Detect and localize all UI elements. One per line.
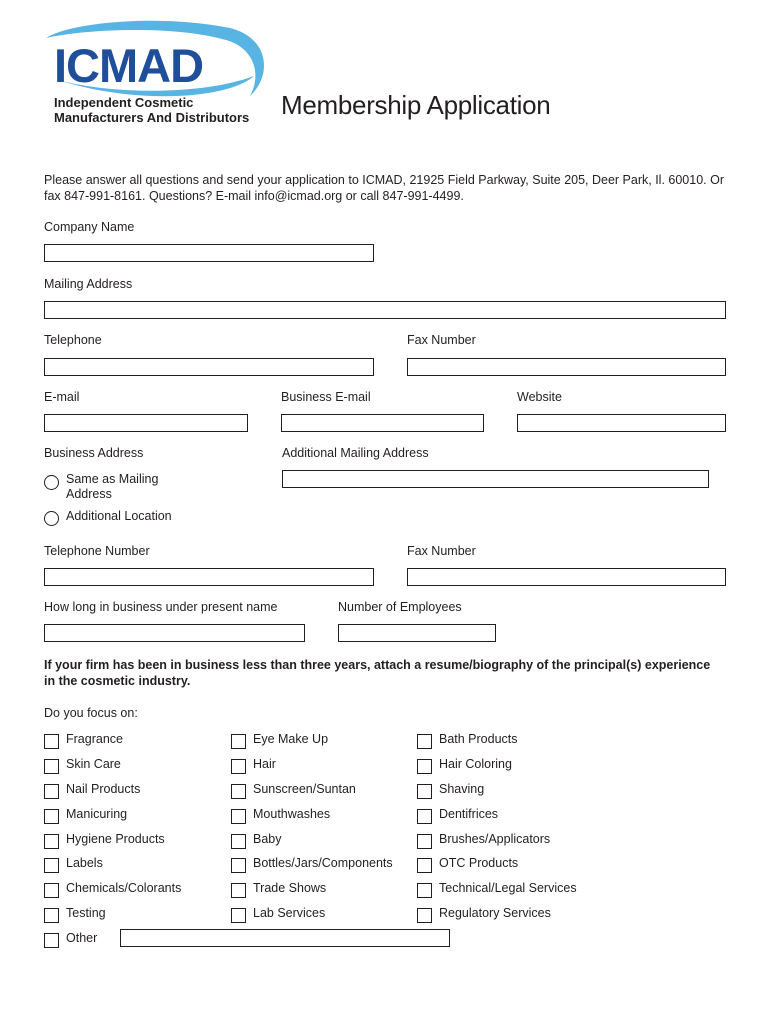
focus-checkbox[interactable] [417,834,432,849]
mailing-address-field[interactable] [44,301,726,319]
how-long-label: How long in business under present name [44,600,278,614]
focus-option-label: Sunscreen/Suntan [253,782,356,796]
focus-option-label: Brushes/Applicators [439,832,551,846]
fax-number-field[interactable] [407,358,726,376]
telephone-label: Telephone [44,333,102,347]
focus-checkbox[interactable] [231,834,246,849]
focus-option-label: Baby [253,832,282,846]
email-field[interactable] [44,414,248,432]
num-employees-label: Number of Employees [338,600,462,614]
focus-checkbox[interactable] [44,834,59,849]
focus-option-label: Bath Products [439,732,518,746]
focus-option-label: Technical/Legal Services [439,881,577,895]
telephone-number-field[interactable] [44,568,374,586]
focus-option-label: Manicuring [66,807,128,821]
focus-option-label: Labels [66,856,103,870]
focus-checkbox[interactable] [44,858,59,873]
focus-option-label: Lab Services [253,906,326,920]
icmad-logo [40,16,272,130]
focus-option-label: Regulatory Services [439,906,551,920]
focus-option-label: OTC Products [439,856,519,870]
focus-option-label: Eye Make Up [253,732,329,746]
focus-option-label: Fragrance [66,732,123,746]
same-as-mailing-radio[interactable] [44,475,59,490]
fax-number-label: Fax Number [407,333,476,347]
focus-option-label: Bottles/Jars/Components [253,856,393,870]
additional-mailing-address-label: Additional Mailing Address [282,446,429,460]
focus-option-label: Mouthwashes [253,807,331,821]
focus-checkbox[interactable] [44,809,59,824]
focus-option-label: Hair Coloring [439,757,512,771]
same-as-mailing-label-2: Address [66,487,112,501]
focus-checkbox[interactable] [231,883,246,898]
focus-checkbox[interactable] [231,858,246,873]
focus-option-label: Shaving [439,782,485,796]
fax-number-2-label: Fax Number [407,544,476,558]
focus-checkbox[interactable] [417,734,432,749]
additional-location-radio[interactable] [44,511,59,526]
logo-subtitle-line1: Independent Cosmetic [54,95,194,110]
same-as-mailing-label-1: Same as Mailing [66,472,159,486]
num-employees-field[interactable] [338,624,496,642]
focus-checkbox[interactable] [44,883,59,898]
focus-checkbox[interactable] [231,759,246,774]
business-email-label: Business E-mail [281,390,371,404]
page-title: Membership Application [281,90,551,120]
focus-checkbox[interactable] [417,883,432,898]
focus-checkbox[interactable] [417,809,432,824]
focus-option-label: Skin Care [66,757,121,771]
additional-mailing-address-field[interactable] [282,470,709,488]
mailing-address-label: Mailing Address [44,277,133,291]
focus-checkbox[interactable] [417,784,432,799]
business-address-label: Business Address [44,446,144,460]
focus-checkbox[interactable] [231,809,246,824]
focus-checkbox[interactable] [44,933,59,948]
logo-subtitle-line2: Manufacturers And Distributors [54,110,250,125]
focus-option-label: Other [66,931,98,945]
focus-checkbox[interactable] [417,908,432,923]
focus-checkbox[interactable] [231,908,246,923]
focus-option-label: Nail Products [66,782,141,796]
company-name-field[interactable] [44,244,374,262]
business-email-field[interactable] [281,414,484,432]
focus-checkbox[interactable] [417,858,432,873]
experience-note: If your firm has been in business less than three years, attach a resume/biography of the principal(s) experience in the cosmetic industry. [44,658,711,688]
focus-checkbox[interactable] [44,734,59,749]
focus-checkbox[interactable] [44,759,59,774]
focus-option-label: Hygiene Products [66,832,165,846]
how-long-field[interactable] [44,624,305,642]
logo-brand-text: ICMAD [54,39,204,92]
telephone-number-label: Telephone Number [44,544,150,558]
focus-checkbox[interactable] [231,734,246,749]
focus-option-label: Trade Shows [253,881,327,895]
focus-label: Do you focus on: [44,706,138,720]
intro-text: Please answer all questions and send your application to ICMAD, 21925 Field Parkway, Suite 205, Deer Park, Il. 60010. Or fax 847-991-8161. Questions? E-mail info@icmad.org or call 847-991-4499. [44,173,724,203]
website-field[interactable] [517,414,726,432]
focus-checkbox[interactable] [44,908,59,923]
additional-location-label: Additional Location [66,509,172,523]
fax-number-2-field[interactable] [407,568,726,586]
focus-checkbox[interactable] [417,759,432,774]
focus-checkbox[interactable] [231,784,246,799]
focus-option-label: Chemicals/Colorants [66,881,182,895]
focus-checkbox[interactable] [44,784,59,799]
telephone-field[interactable] [44,358,374,376]
website-label: Website [517,390,562,404]
company-name-label: Company Name [44,220,135,234]
focus-option-label: Dentifrices [439,807,499,821]
other-focus-field[interactable] [120,929,450,947]
focus-option-label: Hair [253,757,276,771]
focus-option-label: Testing [66,906,106,920]
email-label: E-mail [44,390,80,404]
